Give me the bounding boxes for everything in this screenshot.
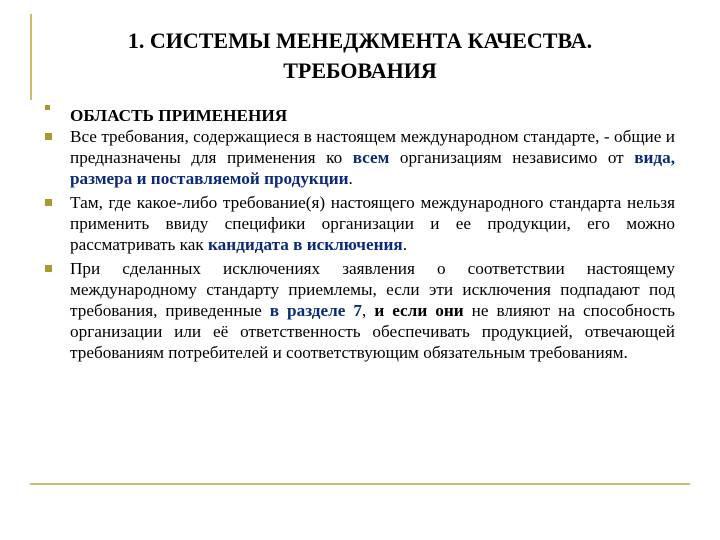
p2-highlight: кандидата в исключения — [208, 235, 403, 254]
left-accent-line — [30, 14, 32, 100]
bullet-icon — [45, 265, 52, 272]
bullet-icon — [45, 105, 50, 110]
bottom-accent-line — [30, 483, 690, 485]
p2-end: . — [402, 235, 408, 254]
p3-text: При сделанных исключениях заявления о соответствии настоящему международному стандарту приемлемы, если эти исключения подпадают под требования, приведенные — [70, 259, 675, 320]
title-line-1: 1. СИСТЕМЫ МЕНЕДЖМЕНТА КАЧЕСТВА. — [127, 28, 593, 53]
p3-text-2: не влияют на способность организации или её ответственность обеспечивать продукцией, отвечающей требованиям потребителей и соответствующим обязательным требованиям. — [70, 301, 676, 362]
section-heading: ОБЛАСТЬ ПРИМЕНЕНИЯ — [70, 106, 288, 125]
heading-item — [45, 105, 675, 126]
title-line-2: ТРЕБОВАНИЯ — [283, 58, 437, 83]
p1-text: Все требования, содержащиеся в настоящем международном стандарте, - общие и предназначены для применения ко — [70, 127, 675, 167]
bullet-icon — [45, 133, 52, 140]
bullet-icon — [45, 199, 52, 206]
paragraph-1 — [45, 126, 675, 189]
p1-highlight: вида, размера и поставляемой продукции — [70, 148, 675, 188]
p2-text: Там, где какое-либо требование(я) настоящего международного стандарта нельзя применить ввиду специфики организации и ее продукции, его можно рассматривать как — [70, 193, 675, 254]
p3-highlight: в разделе 7 — [269, 301, 362, 320]
p1-emphasis: всем — [352, 148, 390, 167]
paragraph-2 — [45, 192, 675, 255]
slide-content — [45, 98, 675, 363]
paragraph-3 — [45, 258, 675, 363]
p1-text-2: организациям независимо от — [389, 148, 635, 167]
p3-comma: , — [362, 301, 375, 320]
slide-title — [60, 26, 660, 86]
p3-emphasis: и если они — [374, 301, 464, 320]
p1-end: . — [348, 169, 353, 188]
